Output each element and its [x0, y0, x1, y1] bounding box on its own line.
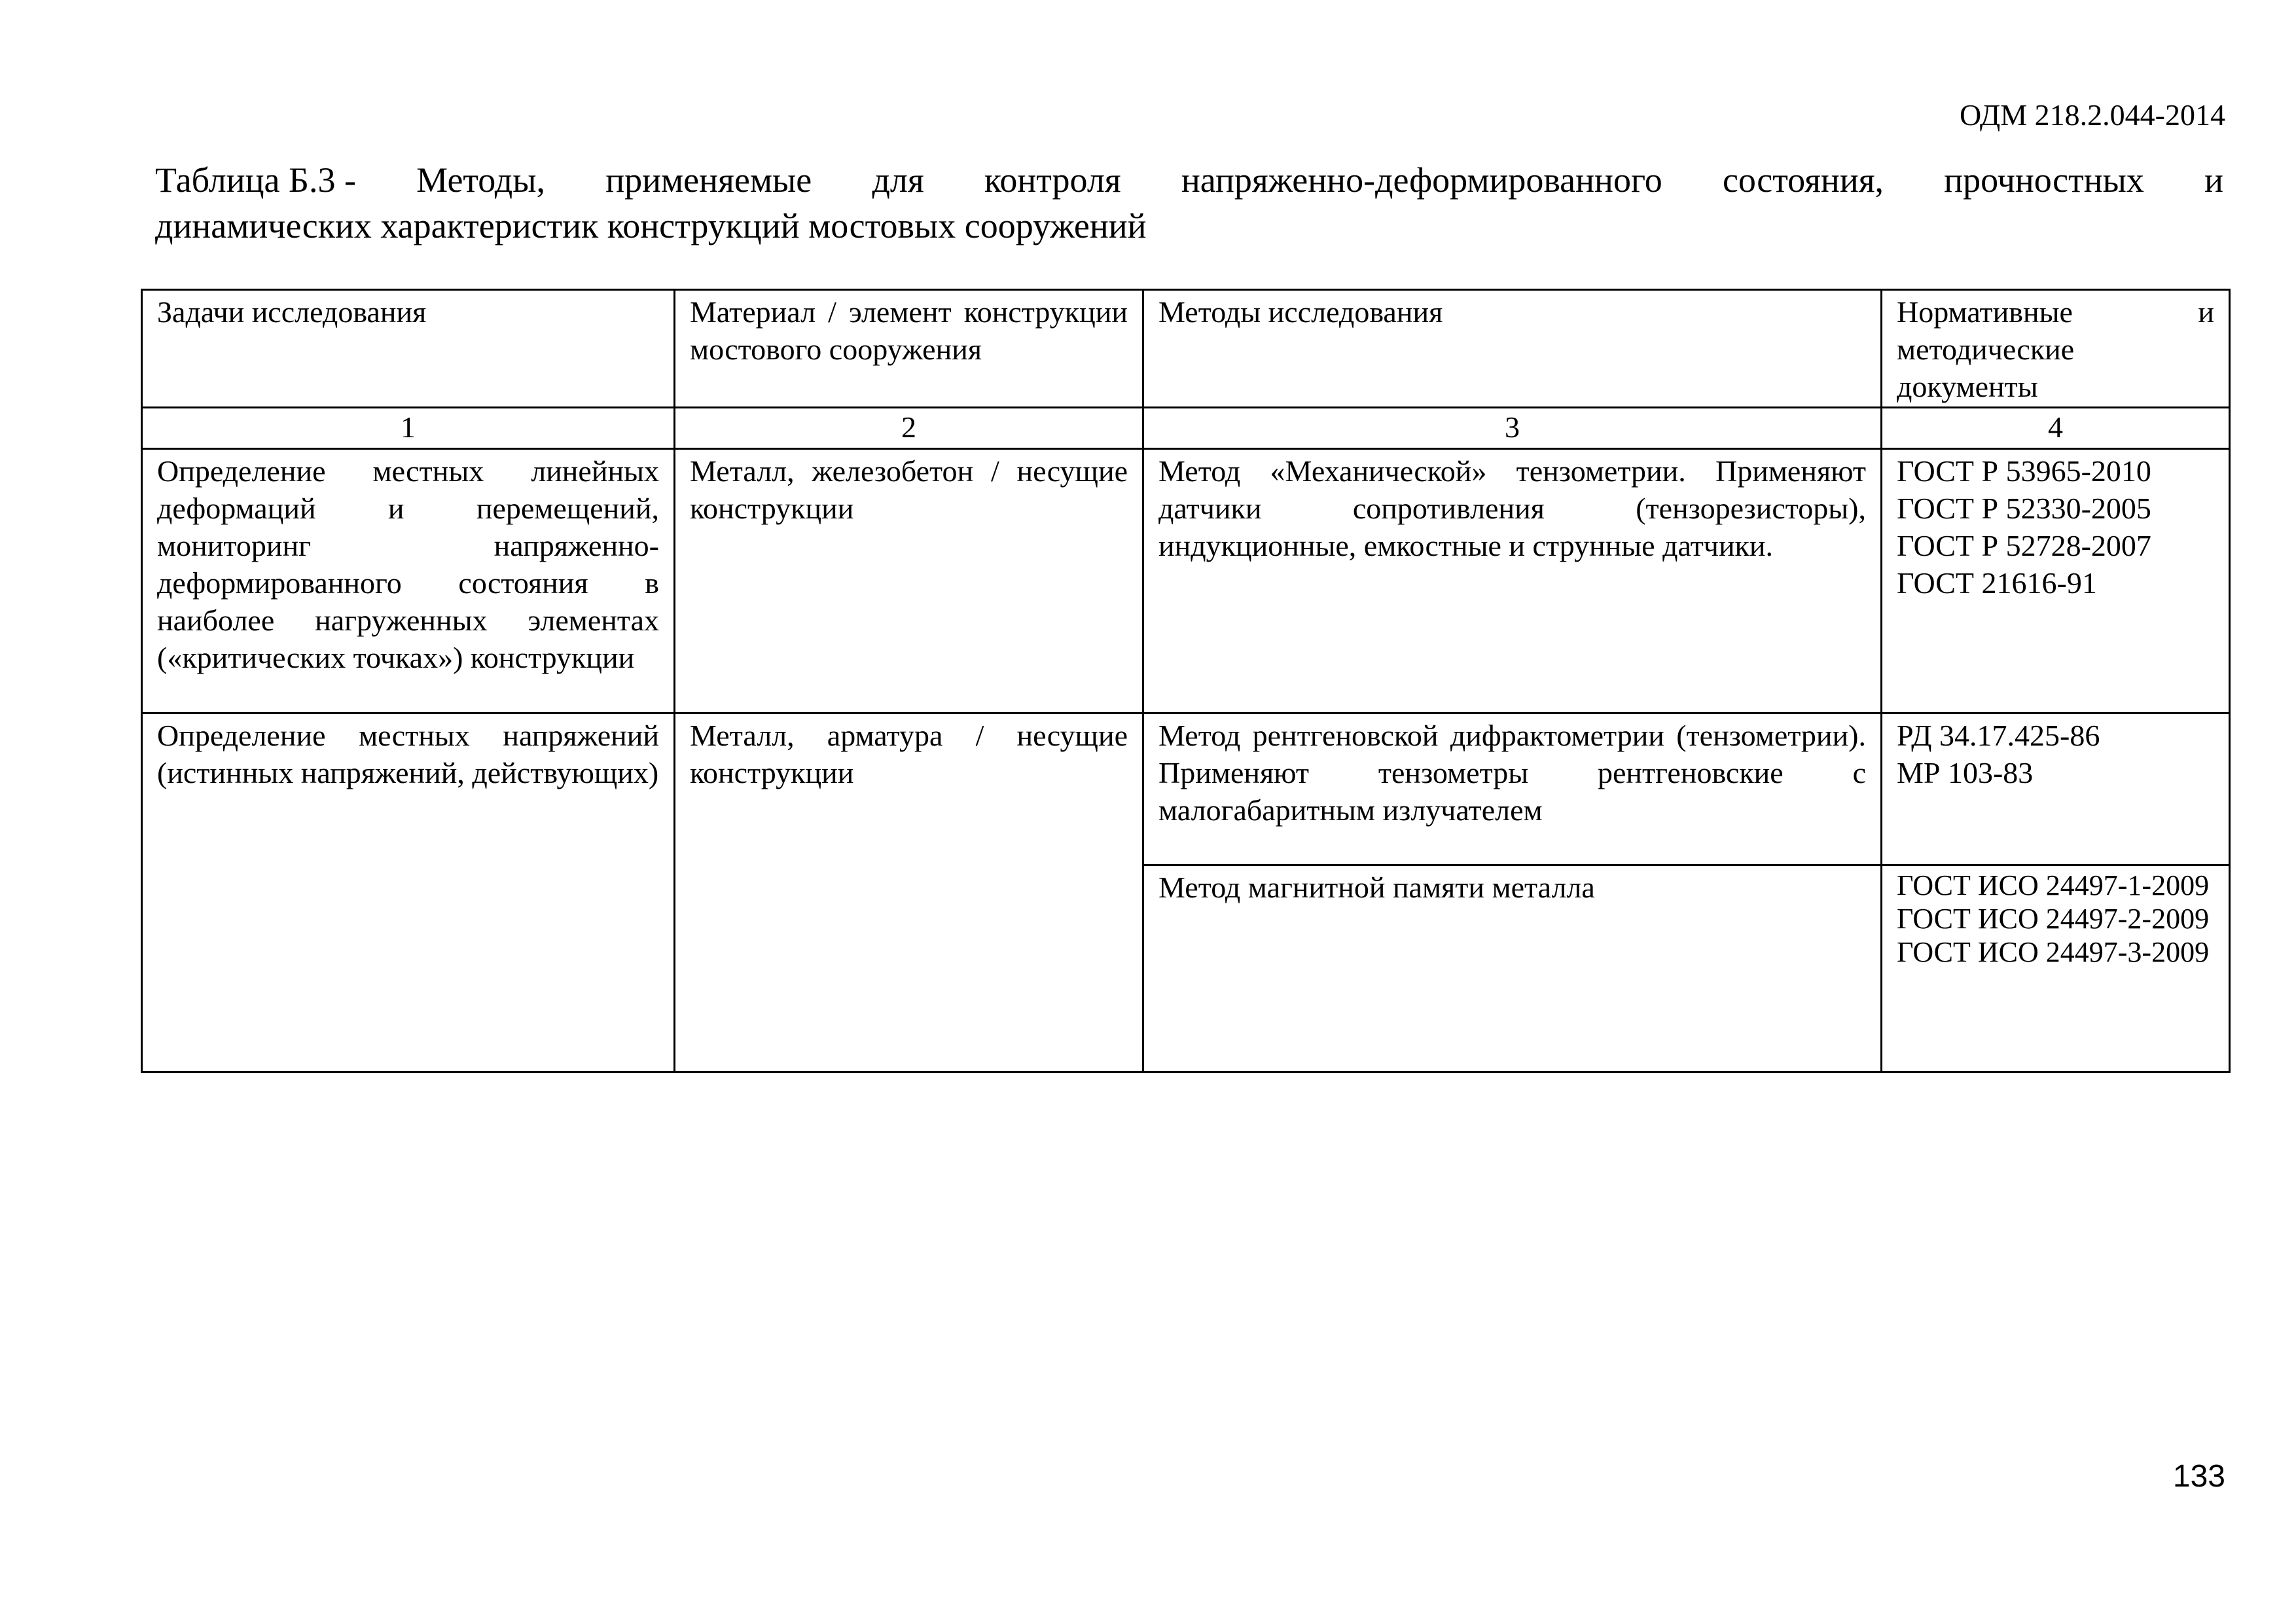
title-word: применяемые: [605, 160, 812, 200]
title-word: для: [872, 160, 924, 200]
documents-cell: [1882, 865, 2230, 1072]
task-cell: Определение местных линейных деформаций и перемещений, мониторинг напряженно-деформированного состояния в наиболее нагруженных элементах («критических точках») конструкции: [142, 449, 675, 713]
table-row: [142, 713, 2230, 865]
document-code: ОДМ 218.2.044-2014: [1959, 98, 2225, 132]
column-number-row: [142, 408, 2230, 449]
document-ref: ГОСТ Р 53965-2010: [1897, 454, 2151, 488]
title-word: Методы,: [416, 160, 545, 200]
column-number: 3: [1143, 408, 1882, 449]
document-ref: ГОСТ Р 52728-2007: [1897, 529, 2151, 562]
column-number: 1: [142, 408, 675, 449]
table-title: [155, 157, 2223, 249]
table-title-line-2: динамических характеристик конструкций мостовых сооружений: [155, 206, 1147, 245]
title-word: напряженно-деформированного: [1181, 160, 1662, 200]
method-cell: Метод рентгеновской дифрактометрии (тензометрии). Применяют тензометры рентгеновские с малогабаритным излучателем: [1143, 713, 1882, 865]
document-ref: ГОСТ 21616-91: [1897, 566, 2097, 600]
title-word: контроля: [984, 160, 1121, 200]
document-ref: ГОСТ ИСО 24497-3-2009: [1897, 936, 2210, 968]
title-word: прочностных: [1944, 160, 2144, 200]
header-row: [142, 290, 2230, 408]
table-row: [142, 449, 2230, 713]
document-ref: ГОСТ Р 52330-2005: [1897, 492, 2151, 525]
title-word: состояния,: [1722, 160, 1884, 200]
task-cell: Определение местных напряжений (истинных напряжений, действующих): [142, 713, 675, 1072]
method-cell: Метод магнитной памяти металла: [1143, 865, 1882, 1072]
header-documents: Нормативные и методические документы: [1882, 290, 2230, 408]
documents-cell: [1882, 713, 2230, 865]
header-material: Материал / элемент конструкции мостового сооружения: [675, 290, 1143, 408]
material-cell: Металл, железобетон / несущие конструкции: [675, 449, 1143, 713]
title-word: Таблица Б.3 -: [155, 160, 356, 200]
header-tasks: Задачи исследования: [142, 290, 675, 408]
table-title-line-1: [155, 157, 2223, 203]
page-number: 133: [2172, 1459, 2225, 1494]
document-ref: ГОСТ ИСО 24497-1-2009: [1897, 869, 2210, 901]
column-number: 2: [675, 408, 1143, 449]
method-cell: Метод «Механической» тензометрии. Применяют датчики сопротивления (тензорезисторы), индукционные, емкостные и струнные датчики.: [1143, 449, 1882, 713]
document-ref: РД 34.17.425-86: [1897, 719, 2100, 752]
material-cell: Металл, арматура / несущие конструкции: [675, 713, 1143, 1072]
title-word: и: [2204, 160, 2223, 200]
document-ref: ГОСТ ИСО 24497-2-2009: [1897, 903, 2210, 935]
column-number: 4: [1882, 408, 2230, 449]
header-methods: Методы исследования: [1143, 290, 1882, 408]
methods-table: [141, 289, 2231, 1073]
document-ref: МР 103-83: [1897, 756, 2034, 789]
documents-cell: [1882, 449, 2230, 713]
